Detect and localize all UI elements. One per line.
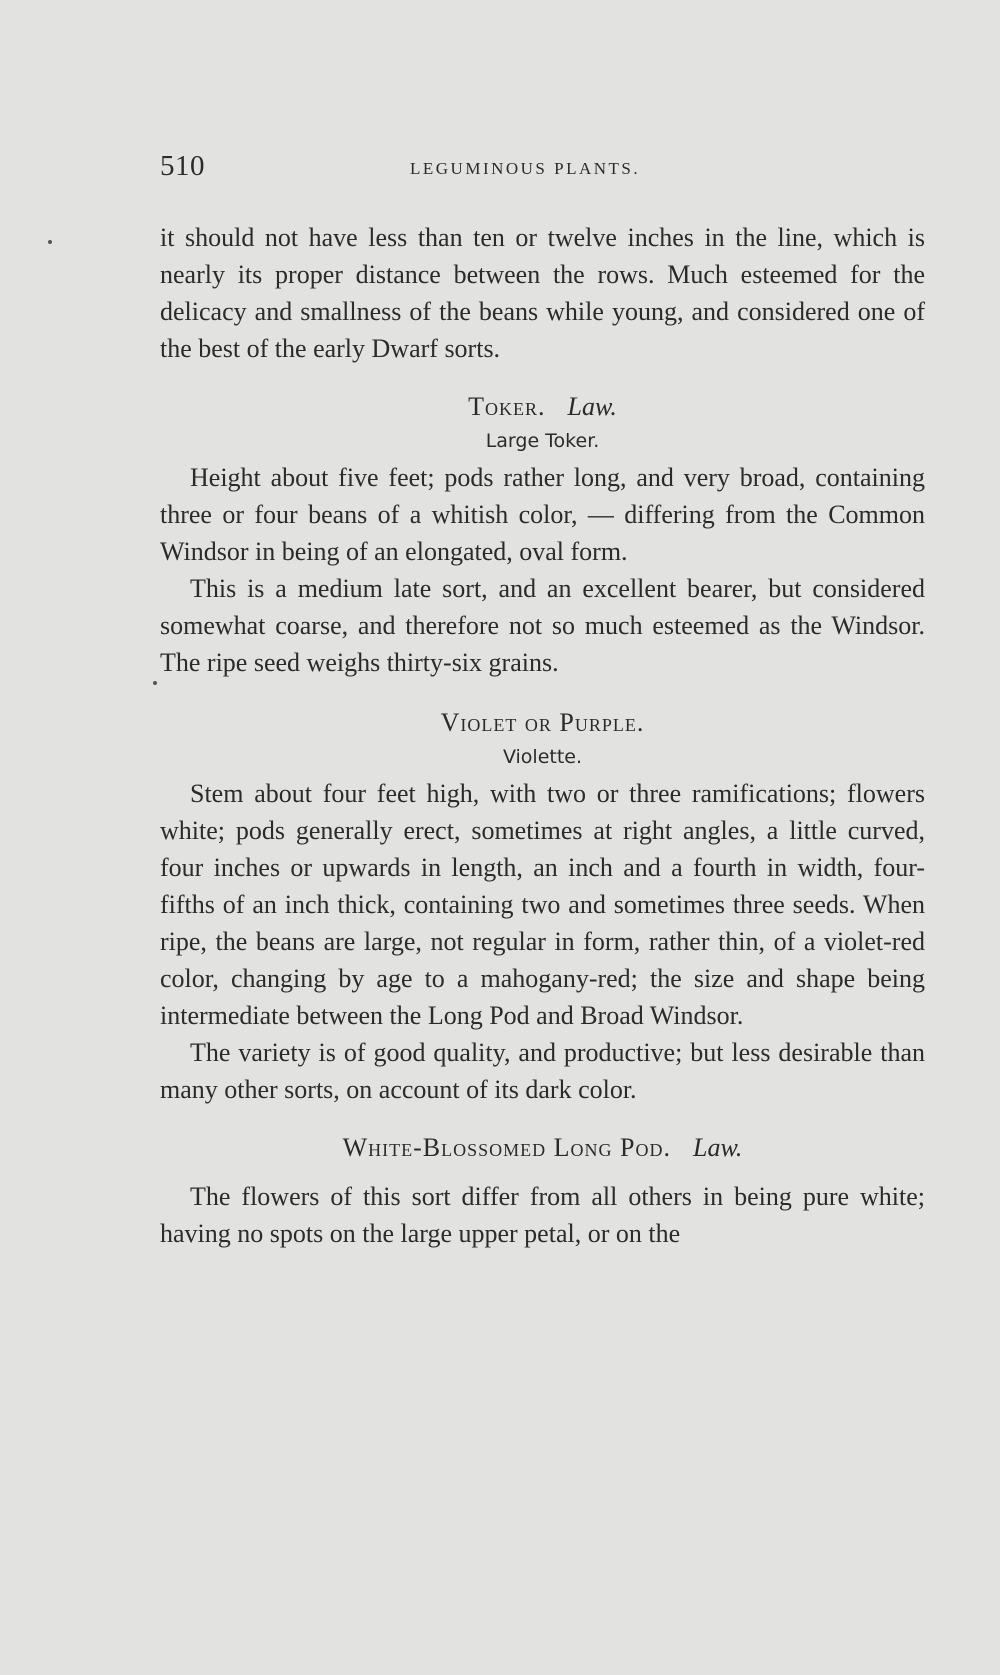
variety-title: Violet or Purple.	[440, 708, 645, 737]
page-number: 510	[160, 150, 205, 182]
variety-synonym: Violette.	[502, 746, 583, 768]
variety-title: White-Blossomed Long Pod.	[342, 1133, 671, 1162]
variety-paragraph: Height about five feet; pods rather long, and very broad, containing three or four beans of a whitish color, — differing from the Common Windsor in being of an elongated, oval form.	[160, 463, 925, 566]
variety-title: Toker.	[468, 392, 546, 421]
opening-paragraph: it should not have less than ten or twelve inches in the line, which is nearly its proper distance between the rows. Much esteemed for the delicacy and smallness of the beans while young, and considered one of the best of the early Dwarf sorts.	[160, 223, 925, 363]
variety-paragraph: Stem about four feet high, with two or three ramifications; flowers white; pods generally erect, sometimes at right angles, a little curved, four inches or upwards in length, an inch and a fourth in width, four-fifths of an inch thick, containing two and sometimes three seeds. When ripe, the beans are large, not regular in form, rather thin, of a violet-red color, changing by age to a mahogany-red; the size and shape being intermediate between the Long Pod and Broad Windsor.	[160, 779, 925, 1030]
variety-paragraph: This is a medium late sort, and an excellent bearer, but considered somewhat coarse, and therefore not so much esteemed as the Windsor. The ripe seed weighs thirty-six grains.	[160, 574, 925, 677]
running-head	[160, 150, 925, 190]
variety-heading-toker	[160, 388, 925, 425]
body-text	[160, 219, 925, 1252]
variety-heading-violet	[160, 704, 925, 741]
variety-paragraph: The variety is of good quality, and productive; but less desirable than many other sorts, on account of its dark color.	[160, 1038, 925, 1104]
variety-authority: Law.	[693, 1133, 743, 1162]
variety-authority: Law.	[567, 392, 617, 421]
print-speck	[153, 681, 157, 685]
running-title: LEGUMINOUS PLANTS.	[410, 159, 641, 178]
variety-synonym: Large Toker.	[485, 430, 600, 452]
variety-heading-white-blossomed	[160, 1129, 925, 1166]
print-speck	[48, 240, 52, 244]
variety-paragraph: The flowers of this sort differ from all others in being pure white; having no spots on the large upper petal, or on the	[160, 1182, 925, 1248]
